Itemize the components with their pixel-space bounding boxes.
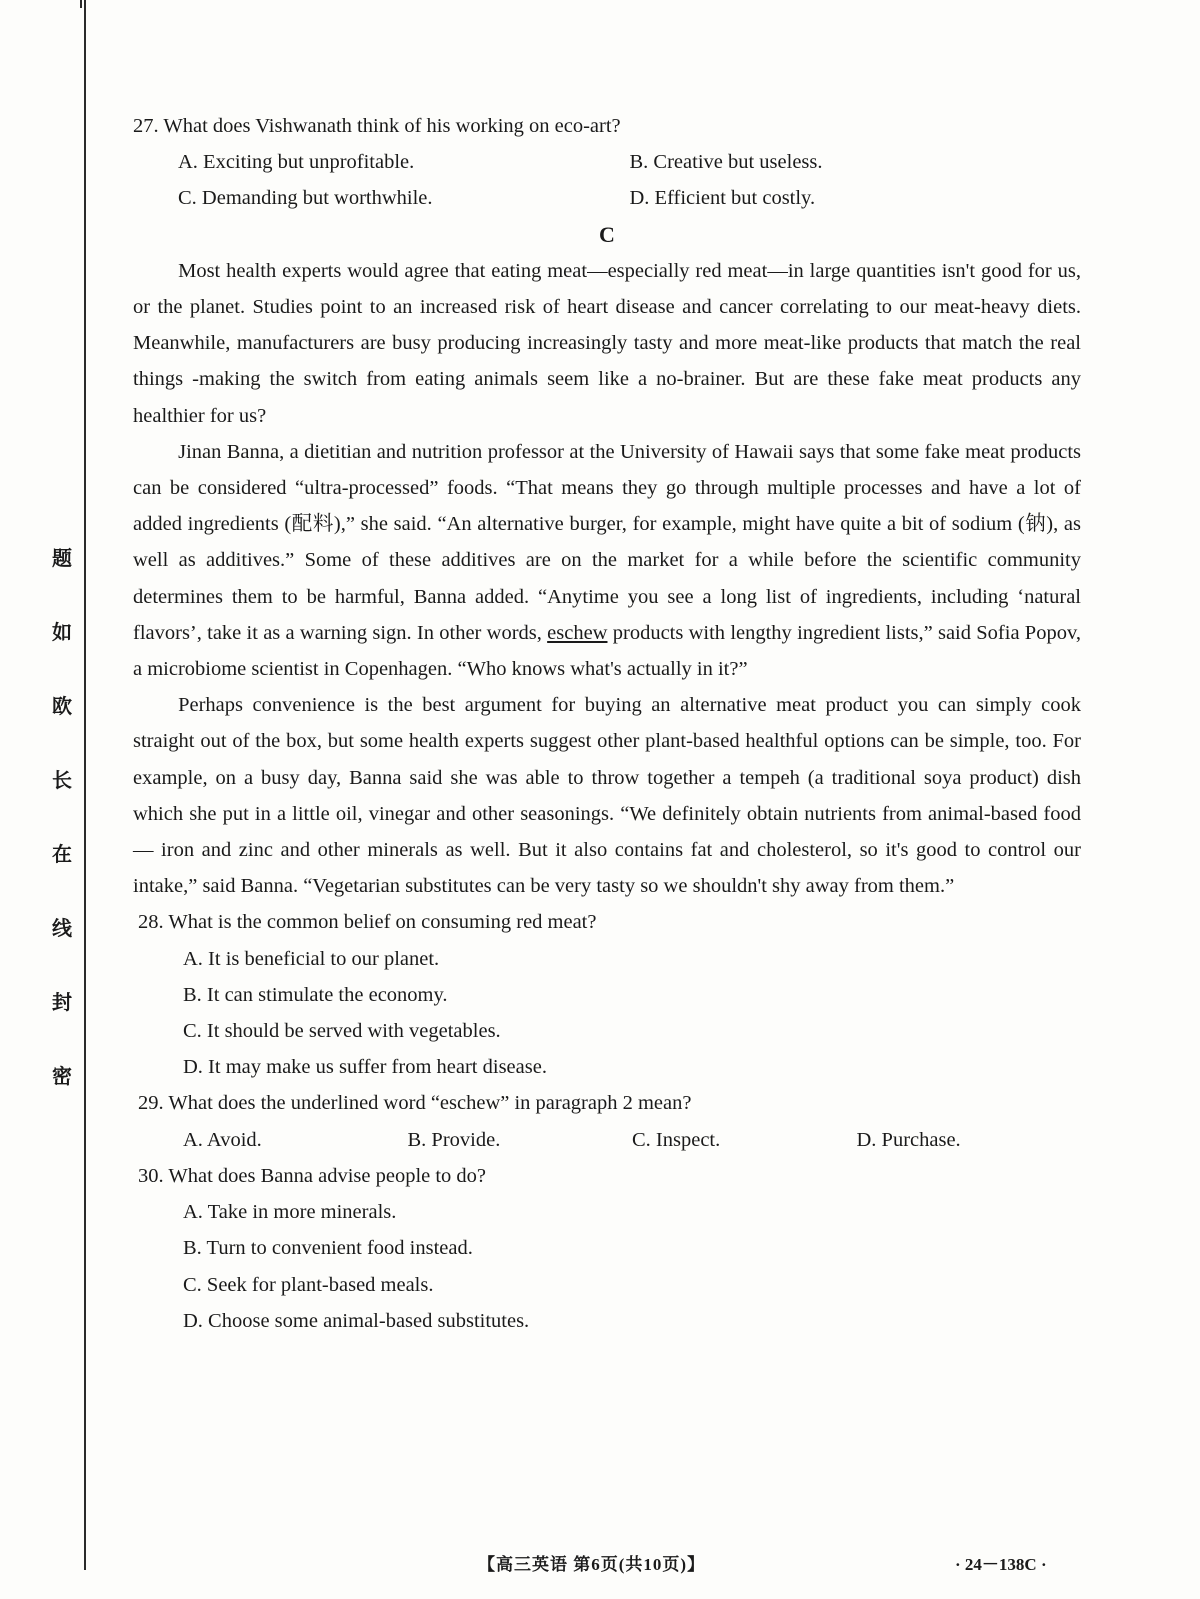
option-d: D. It may make us suffer from heart disease.	[183, 1056, 547, 1079]
option-b: B. It can stimulate the economy.	[183, 983, 448, 1006]
option-d: D. Purchase.	[856, 1128, 961, 1151]
option-b: B. Turn to convenient food instead.	[183, 1237, 473, 1260]
option-a: A. Avoid.	[183, 1128, 262, 1151]
question-29-stem: 29. What does the underlined word “eschew” in paragraph 2 mean?	[138, 1092, 692, 1115]
option-a: A. Exciting but unprofitable.	[178, 151, 415, 174]
margin-char: 如	[52, 622, 72, 644]
passage-paragraph-1: Most health experts would agree that eating meat—especially red meat—in large quantities isn't good for us, or the planet. Studies point to an increased risk of heart disease and cancer correlating to our meat-heavy diets. Meanwhile, manufacturers are busy producing increasingly tasty and more meat-like products that match the real things -making the switch from eating animals seem like a no-brainer. But are these fake meat products any healthier for us?	[133, 259, 1081, 427]
passage-paragraph-3: Perhaps convenience is the best argument for buying an alternative meat product you can simply cook straight out of the box, but some health experts suggest other plant-based healthful options can be simple, too. For example, on a busy day, Banna said she was able to throw together a tempeh (a traditional soya product) dish which she put in a little oil, vinegar and other seasonings. “We definitely obtain nutrients from animal-based food— iron and zinc and other minerals as well. But it also contains fat and cholesterol, so it's good to control our intake,” said Banna. “Vegetarian substitutes can be very tasty so we shouldn't shy away from them.”	[133, 694, 1081, 898]
option-c: C. Inspect.	[632, 1128, 721, 1151]
margin-char: 长	[52, 770, 72, 792]
question-27-options-row2	[133, 180, 1081, 216]
binding-tick	[80, 0, 92, 8]
option-b: B. Creative but useless.	[629, 151, 823, 174]
margin-char: 封	[52, 992, 72, 1014]
margin-char: 在	[52, 844, 72, 866]
option-d: D. Efficient but costly.	[629, 187, 816, 210]
page-content	[133, 108, 1081, 1339]
question-27-stem: 27. What does Vishwanath think of his working on eco-art?	[133, 115, 621, 137]
question-27-options-row1	[133, 144, 1081, 180]
option-d: D. Choose some animal-based substitutes.	[183, 1309, 530, 1332]
passage-paragraph-2: Jinan Banna, a dietitian and nutrition professor at the University of Hawaii says that some fake meat products can be considered “ultra-processed” foods. “That means they go through multiple processes and have a lot of added ingredients (配料),” she said. “An alternative burger, for example, might have quite a bit of sodium (钠), as well as additives.” Some of these additives are on the market for a while before the scientific community determines them to be harmful, Banna added. “Anytime you see a long list of ingredients, including ‘natural flavors’, take it as a warning sign. In other words, eschew products with lengthy ingredient lists,” said Sofia Popov, a microbiome scientist in Copenhagen. “Who knows what's actually in it?”	[133, 440, 1081, 681]
margin-char: 题	[52, 548, 72, 570]
question-29-options	[133, 1122, 1081, 1158]
option-c: C. It should be served with vegetables.	[183, 1020, 501, 1043]
question-30-stem: 30. What does Banna advise people to do?	[138, 1164, 487, 1187]
option-c: C. Seek for plant-based meals.	[183, 1273, 434, 1296]
page-footer	[0, 1550, 1200, 1580]
option-a: A. Take in more minerals.	[183, 1201, 397, 1224]
binding-line	[84, 0, 86, 1570]
underlined-word: eschew	[547, 621, 608, 644]
margin-char: 密	[52, 1066, 72, 1088]
seal-line-margin	[48, 545, 76, 1137]
option-c: C. Demanding but worthwhile.	[178, 187, 433, 210]
margin-char: 欧	[52, 696, 72, 718]
page-code: · 24－138C ·	[955, 1555, 1047, 1574]
section-label: C	[599, 221, 615, 247]
footer-exam-label: 【高三英语 第6页(共10页)】	[478, 1555, 706, 1574]
option-a: A. It is beneficial to our planet.	[183, 947, 440, 970]
option-b: B. Provide.	[407, 1128, 501, 1151]
question-28-stem: 28. What is the common belief on consuming red meat?	[138, 911, 597, 934]
margin-char: 线	[52, 918, 72, 940]
